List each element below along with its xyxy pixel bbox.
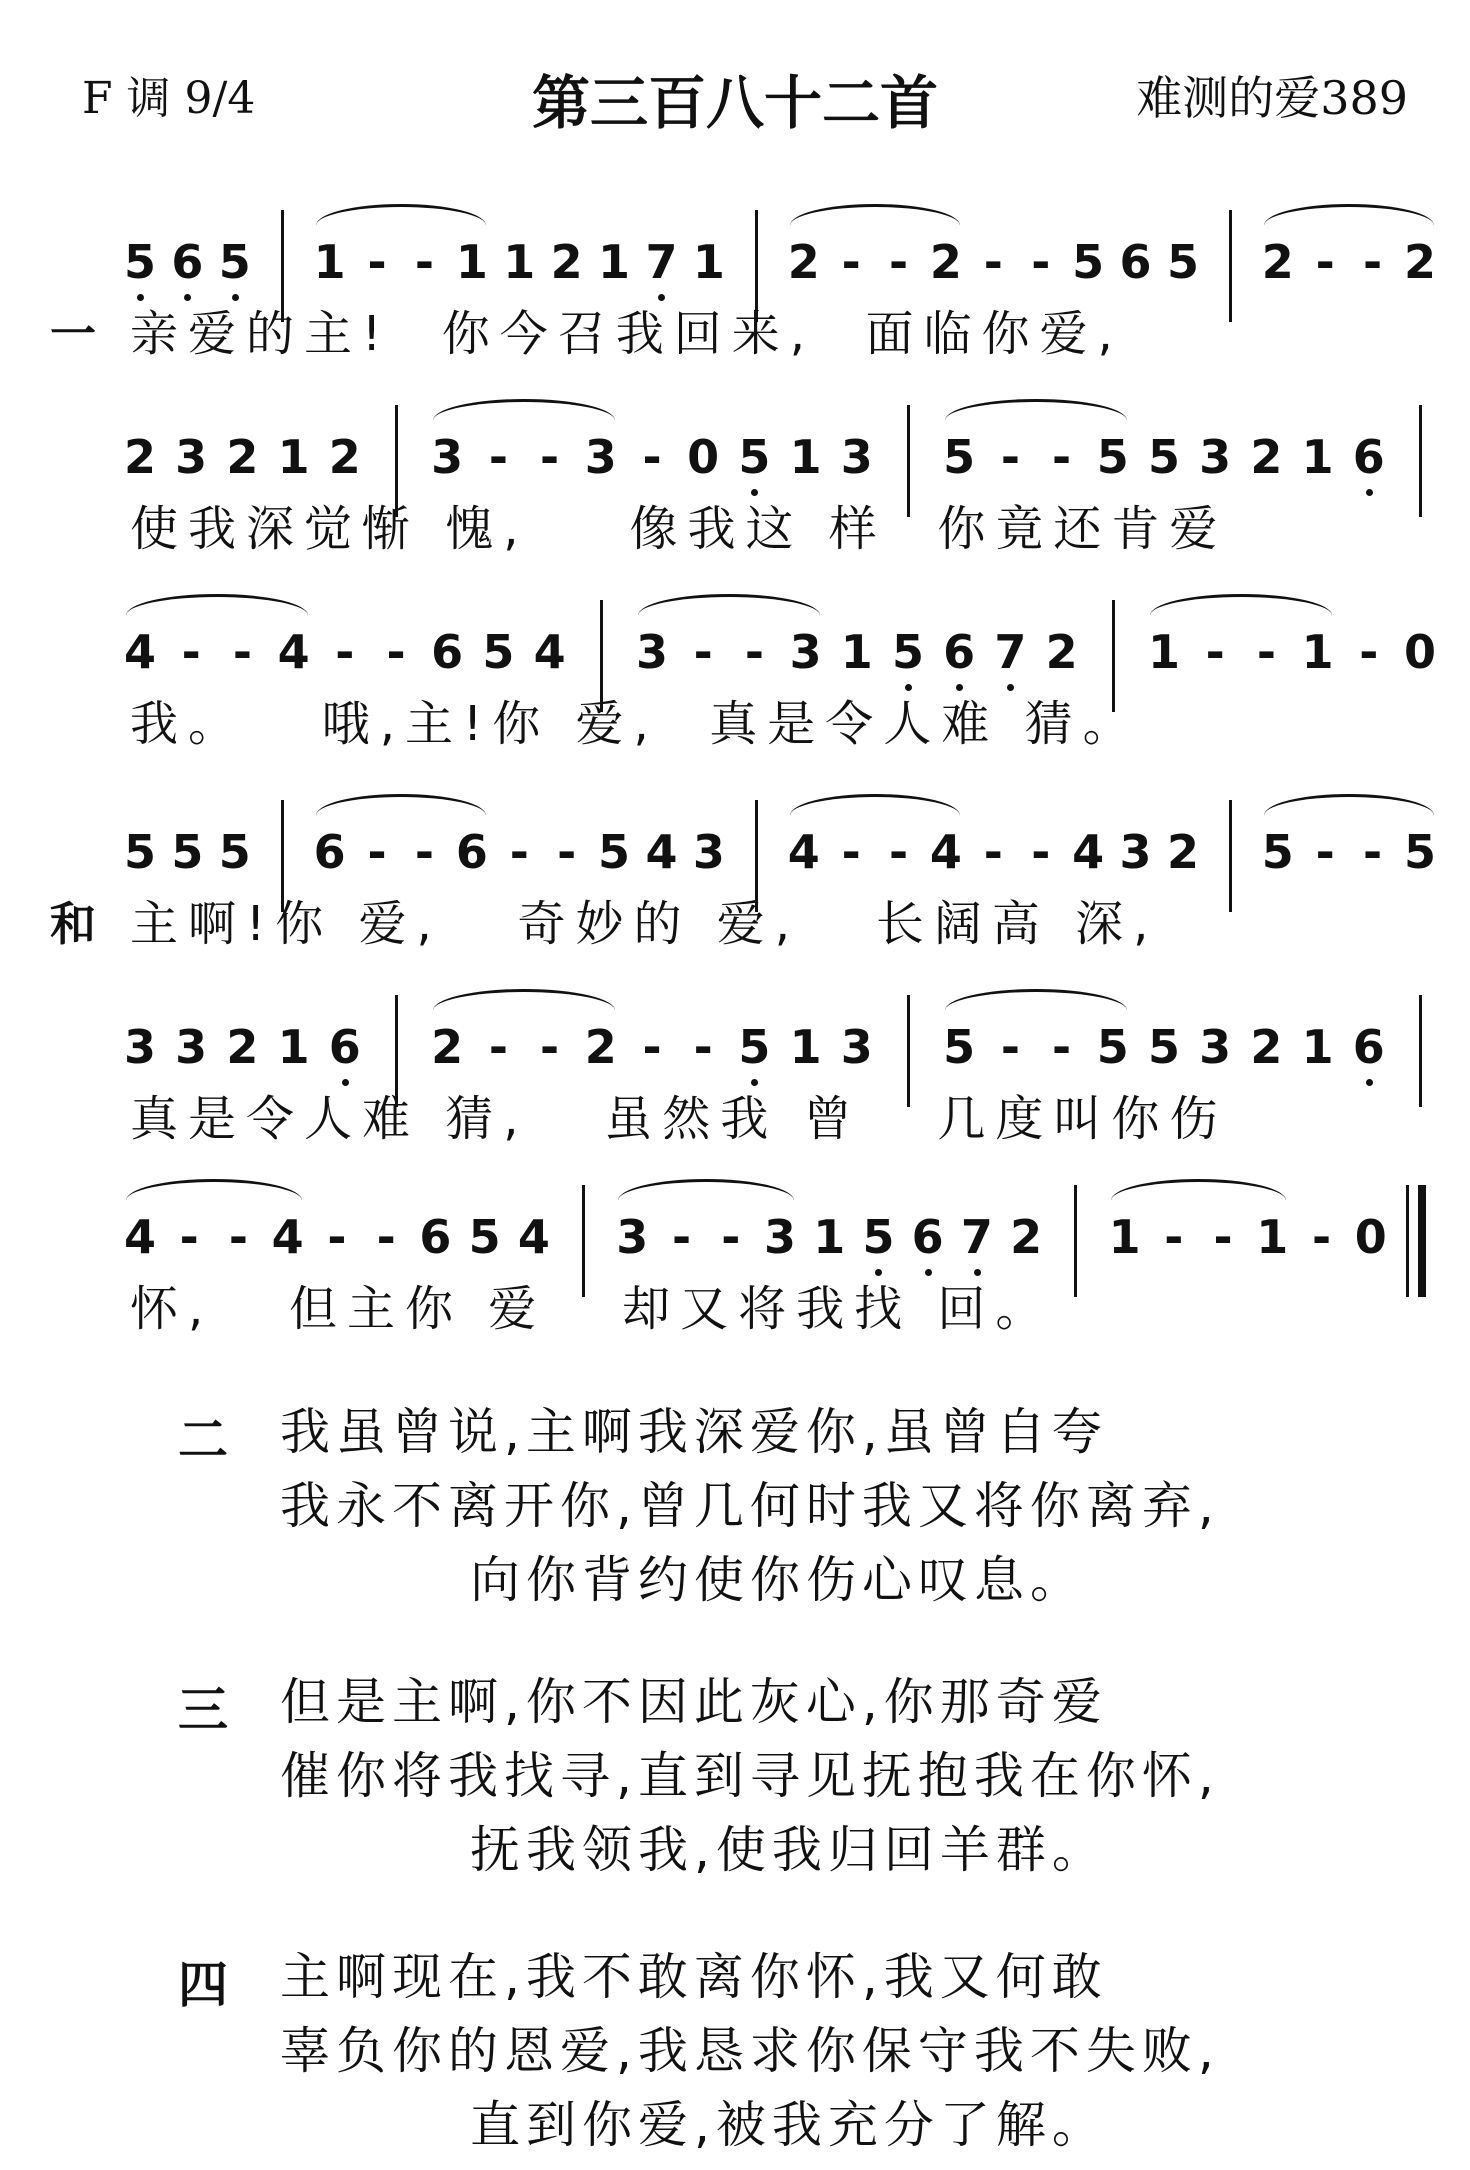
verse-line: 抚我领我,使我归回羊群。 [470,1821,1108,1879]
lower-octave-dot [1007,684,1014,691]
note-dash: - [335,625,355,679]
note-dash: - [327,1210,347,1264]
lyric-line: 使我深觉惭 愧, 像我这 样 你竟还肯爱 [130,501,1228,557]
lyric-line: 真是令人难 猜, 虽然我 曾 几度叫你伤 [130,1091,1228,1147]
verse-line: 但是主啊,你不因此灰心,你那奇爱 [280,1673,1108,1731]
note: 4 [271,1210,304,1264]
note-dash: - [1315,825,1335,879]
note-dash: - [1031,235,1051,289]
note: 2 [550,235,583,289]
barline [1419,405,1422,517]
note-dash: - [1052,1020,1072,1074]
score-row [0,790,1470,990]
verse-mark: 和 [50,897,96,951]
note: 1 [598,235,631,289]
note: 6 [167,234,207,290]
note-dash: - [1000,430,1020,484]
note: 6 [1349,429,1389,485]
note: 6 [313,825,346,879]
note: 2 [584,1020,617,1074]
note-dash: - [414,825,434,879]
note-dash: - [1363,235,1383,289]
score-row [0,985,1470,1185]
note: 5 [734,1019,774,1075]
lower-octave-dot [658,294,665,301]
lower-octave-dot [905,684,912,691]
note: 1 [789,1020,822,1074]
note: 2 [787,235,820,289]
slur-tie [618,1179,794,1222]
note: 4 [929,825,962,879]
note-dash: - [488,430,508,484]
note-dash: - [509,825,529,879]
slur-tie [1111,1179,1287,1222]
note-dash: - [367,825,387,879]
note: 1 [1147,625,1180,679]
lower-octave-dot [232,294,239,301]
note: 1 [277,1020,310,1074]
barline [1419,995,1422,1107]
lower-octave-dot [751,489,758,496]
note-dash: - [1031,825,1051,879]
note-dash: - [888,235,909,289]
note: 1 [813,1210,846,1264]
note: 2 [226,1020,259,1074]
note-dash: - [488,1020,508,1074]
note: 3 [175,1020,208,1074]
note: 5 [1147,1020,1180,1074]
note: 6 [419,1210,452,1264]
note: 5 [1261,825,1294,879]
slur-tie [945,399,1127,442]
note: 3 [175,430,208,484]
note: 3 [1119,825,1152,879]
note: 6 [908,1209,948,1265]
note: 3 [1199,1020,1232,1074]
note: 1 [1301,1020,1334,1074]
note: 5 [943,1020,976,1074]
note: 2 [1250,430,1283,484]
slur-tie [790,204,960,247]
note-dash: - [1311,1210,1332,1264]
note-dash: - [1205,625,1225,679]
verse-line: 直到你爱,被我充分了解。 [470,2096,1108,2154]
note-dash: - [671,1210,692,1264]
lower-octave-dot [925,1269,932,1276]
lower-octave-dot [974,1269,981,1276]
note: 5 [482,625,515,679]
note-dash: - [367,235,387,289]
note-dash: - [642,430,662,484]
note: 6 [455,825,488,879]
note: 3 [692,825,725,879]
slur-tie [316,204,486,247]
note: 5 [215,234,255,290]
note: 1 [503,235,536,289]
note-dash: - [386,625,406,679]
note: 2 [1045,625,1078,679]
note: 3 [123,1020,156,1074]
note: 2 [431,1020,464,1074]
note: 5 [598,825,631,879]
slur-tie [433,399,615,442]
note: 5 [1096,1020,1129,1074]
note: 6 [325,1019,365,1075]
note-dash: - [642,1020,662,1074]
note: 5 [123,825,156,879]
lyric-line: 亲爱的主! 你今召我回来, 面临你爱, [130,306,1123,362]
note-dash: - [181,625,201,679]
verse-mark: 一 [50,307,96,361]
note: 1 [1256,1210,1289,1264]
slur-tie [945,989,1127,1032]
note: 2 [328,430,361,484]
note: 5 [218,825,251,879]
note: 3 [763,1210,796,1264]
note: 0 [1403,625,1436,679]
song-title: 第三百八十二首 [531,69,938,137]
note: 4 [277,625,310,679]
note: 6 [1119,235,1152,289]
note: 5 [1096,430,1129,484]
lyric-line: 怀, 但主你 爱 却又将我找 回。 [130,1281,1054,1337]
verse-line: 主啊现在,我不敢离你怀,我又何敢 [280,1948,1108,2006]
note-dash: - [1000,1020,1020,1074]
note: 2 [1250,1020,1283,1074]
note: 1 [455,235,488,289]
note-dash: - [228,1210,248,1264]
verse-line: 催你将我找寻,直到寻见抚抱我在你怀, [280,1747,1220,1805]
note: 1 [692,235,725,289]
slur-tie [126,594,308,637]
note: 3 [616,1210,649,1264]
note: 5 [1072,235,1105,289]
note-dash: - [721,1210,741,1264]
note: 5 [858,1209,898,1265]
lower-octave-dot [751,1079,758,1086]
note: 7 [990,624,1030,680]
note-dash: - [232,625,252,679]
note-dash: - [1363,825,1383,879]
note-dash: - [841,235,861,289]
note: 1 [840,625,873,679]
lower-octave-dot [1366,489,1373,496]
note: 2 [1010,1210,1043,1264]
note: 3 [1199,430,1232,484]
note: 2 [929,235,962,289]
barline [1074,1185,1077,1297]
note: 3 [789,625,822,679]
note-dash: - [1256,625,1276,679]
note: 6 [1349,1019,1389,1075]
note: 1 [1301,625,1334,679]
note-dash: - [888,825,909,879]
note: 1 [1108,1210,1141,1264]
verse-number: 二 [178,1411,228,1469]
note: 3 [840,1020,873,1074]
note: 7 [957,1209,997,1265]
note-dash: - [983,235,1003,289]
note-dash: - [179,1210,199,1264]
note: 4 [1072,825,1105,879]
verse-number: 三 [178,1681,228,1739]
barline [1229,210,1232,322]
note: 5 [1166,235,1199,289]
note-dash: - [693,625,713,679]
note: 4 [517,1210,550,1264]
note: 1 [1301,430,1334,484]
note: 3 [635,625,668,679]
verse-line: 我虽曾说,主啊我深爱你,虽曾自夸 [280,1403,1108,1461]
lyric-line: 主啊!你 爱, 奇妙的 爱, 长阔高 深, [130,896,1159,952]
note: 5 [943,430,976,484]
note-dash: - [557,825,577,879]
verse-line: 辜负你的恩爱,我恳求你保守我不失败, [280,2022,1220,2080]
note-dash: - [1315,235,1335,289]
note: 2 [226,430,259,484]
note-dash: - [1359,625,1379,679]
note: 3 [431,430,464,484]
note: 1 [313,235,346,289]
note-dash: - [983,825,1003,879]
note: 5 [468,1210,501,1264]
note: 5 [171,825,204,879]
note: 2 [1403,235,1436,289]
note: 5 [120,234,160,290]
lower-octave-dot [184,294,191,301]
note-dash: - [540,430,560,484]
note-dash: - [540,1020,560,1074]
note: 1 [277,430,310,484]
lower-octave-dot [137,294,144,301]
slur-tie [638,594,820,637]
note: 7 [641,234,681,290]
note: 2 [1166,825,1199,879]
slur-tie [1150,594,1332,637]
score-row [0,590,1470,790]
note: 4 [123,1210,156,1264]
note: 0 [687,430,720,484]
slur-tie [1264,204,1434,247]
note-dash: - [1213,1210,1233,1264]
note-dash: - [693,1020,713,1074]
note: 0 [1354,1210,1387,1264]
score-row [0,1175,1470,1375]
verse-number: 四 [178,1956,228,2014]
lower-octave-dot [1366,1079,1373,1086]
slur-tie [1264,794,1434,837]
lower-octave-dot [875,1269,882,1276]
score-row [0,200,1470,400]
note-dash: - [414,235,434,289]
slur-tie [126,1179,302,1222]
note: 5 [1147,430,1180,484]
note: 4 [123,625,156,679]
song-subtitle: 难测的爱389 [1136,71,1408,125]
score-row [0,395,1470,595]
barline [1229,800,1232,912]
note: 1 [789,430,822,484]
note-dash: - [1052,430,1072,484]
note-dash: - [1164,1210,1184,1264]
note: 3 [584,430,617,484]
note: 6 [431,625,464,679]
key-signature: F 调 9/4 [82,73,256,124]
note: 5 [1403,825,1436,879]
note: 2 [1261,235,1294,289]
note: 2 [123,430,156,484]
note-dash: - [744,625,764,679]
note-dash: - [841,825,861,879]
note-dash: - [376,1210,396,1264]
lower-octave-dot [956,684,963,691]
verse-line: 我永不离开你,曾几何时我又将你离弃, [280,1477,1220,1535]
note: 5 [734,429,774,485]
note: 6 [939,624,979,680]
lyric-line: 我。 哦,主!你 爱, 真是令人难 猜。 [130,696,1141,752]
note: 5 [888,624,928,680]
lower-octave-dot [342,1079,349,1086]
note: 4 [787,825,820,879]
note: 3 [840,430,873,484]
slur-tie [790,794,960,837]
slur-tie [433,989,615,1032]
note: 4 [533,625,566,679]
slur-tie [316,794,486,837]
verse-line: 向你背约使你伤心叹息。 [470,1551,1086,1609]
note: 4 [645,825,678,879]
